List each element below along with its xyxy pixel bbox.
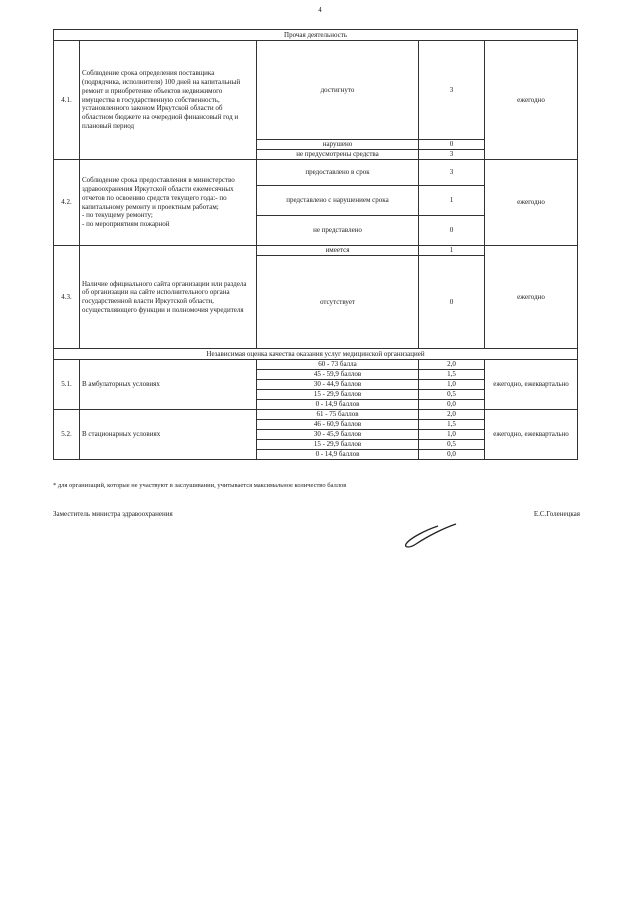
row-number: 5.1. — [54, 360, 80, 410]
section-other-header: Прочая деятельность — [54, 30, 578, 41]
score-range: 15 - 29,9 баллов — [257, 390, 419, 400]
score-points: 2,0 — [419, 410, 485, 420]
criterion-frequency: ежегодно, ежеквартально — [485, 410, 578, 460]
score-points: 2,0 — [419, 360, 485, 370]
criterion-points: 3 — [419, 41, 485, 140]
criterion-description: Наличие официального сайта организации или раздела об организации на сайте исполнительного органа государственной власти Иркутской области, осуществляющего функции и полномочия учредителя — [80, 246, 257, 349]
score-points: 0,5 — [419, 390, 485, 400]
criterion-frequency: ежегодно — [485, 246, 578, 349]
score-points: 0,0 — [419, 450, 485, 460]
criterion-value: не предусмотрены средства — [257, 150, 419, 160]
criterion-points: 3 — [419, 150, 485, 160]
criterion-points: 0 — [419, 216, 485, 246]
criterion-description-part: - по текущему ремонту; — [82, 211, 153, 220]
score-points: 1,0 — [419, 380, 485, 390]
criterion-points: 0 — [419, 256, 485, 349]
criterion-value: имеется — [257, 246, 419, 256]
page-number: 4 — [318, 6, 322, 14]
score-points: 1,5 — [419, 420, 485, 430]
criterion-points: 1 — [419, 246, 485, 256]
signatory-title: Заместитель министра здравоохранения — [53, 510, 173, 518]
score-range: 61 - 75 баллов — [257, 410, 419, 420]
row-number: 5.2. — [54, 410, 80, 460]
footnote: * для организаций, которые не участвуют в заслушивании, учитывается максимальное количество баллов — [53, 482, 347, 489]
score-range: 0 - 14,9 баллов — [257, 450, 419, 460]
criterion-description-part: Соблюдение срока предоставления в министерство здравоохранения Иркутской области ежемесячных отчетов по освоению средств текущего года:- по капитальному ремонту и проектным работам; — [82, 176, 235, 211]
section-quality-header: Независимая оценка качества оказания услуг медицинской организацией — [54, 349, 578, 360]
criterion-value: достигнуто — [257, 41, 419, 140]
criterion-value: представлено с нарушением срока — [257, 186, 419, 216]
criterion-frequency: ежегодно, ежеквартально — [485, 360, 578, 410]
criterion-points: 3 — [419, 160, 485, 186]
score-range: 45 - 59,9 баллов — [257, 370, 419, 380]
criterion-description: Соблюдение срока определения поставщика (подрядчика, исполнителя) 100 дней на капитальный ремонт и приобретение объектов недвижимого имущества в государственную собственность, установленного законом Иркутской области об областном бюджете на очередной финансовый год и плановый период — [80, 41, 257, 160]
criterion-points: 0 — [419, 140, 485, 150]
score-range: 46 - 60,9 баллов — [257, 420, 419, 430]
score-points: 1,5 — [419, 370, 485, 380]
score-range: 15 - 29,9 баллов — [257, 440, 419, 450]
criterion-frequency: ежегодно — [485, 160, 578, 246]
criterion-value: отсутствует — [257, 256, 419, 349]
row-number: 4.2. — [54, 160, 80, 246]
criterion-value: не представлено — [257, 216, 419, 246]
row-number: 4.1. — [54, 41, 80, 160]
score-points: 0,5 — [419, 440, 485, 450]
score-range: 60 - 73 балла — [257, 360, 419, 370]
score-points: 1,0 — [419, 430, 485, 440]
row-number: 4.3. — [54, 246, 80, 349]
criterion-value: предоставлено в срок — [257, 160, 419, 186]
criteria-table — [53, 29, 578, 460]
score-range: 30 - 44,9 баллов — [257, 380, 419, 390]
criterion-description: В амбулаторных условиях — [80, 360, 257, 410]
score-range: 0 - 14,9 баллов — [257, 400, 419, 410]
criterion-description — [80, 160, 257, 246]
signatory-name: Е.С.Голенецкая — [533, 510, 580, 518]
handwritten-signature — [402, 522, 462, 552]
score-range: 30 - 45,9 баллов — [257, 430, 419, 440]
criterion-frequency: ежегодно — [485, 41, 578, 160]
score-points: 0,0 — [419, 400, 485, 410]
criterion-description-part: - по мероприятиям пожарной — [82, 220, 170, 228]
criterion-description: В стационарных условиях — [80, 410, 257, 460]
criterion-points: 1 — [419, 186, 485, 216]
criterion-value: нарушено — [257, 140, 419, 150]
